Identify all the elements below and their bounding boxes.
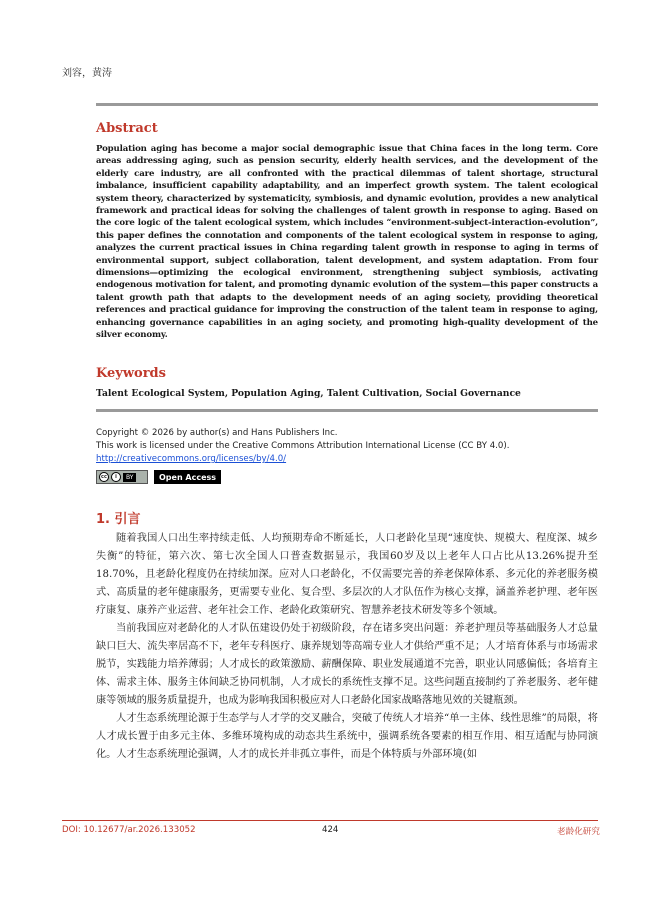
open-access-badge[interactable]: Open Access [154,470,221,484]
license-line: This work is licensed under the Creative Commons Attribution International License (CC BY 4.0). [96,441,510,451]
introduction-body [96,530,598,764]
keywords-heading: Keywords [96,366,166,381]
copyright-block [96,427,598,466]
keywords-body: Talent Ecological System, Population Aging, Talent Cultivation, Social Governance [96,388,521,399]
abstract-heading: Abstract [96,121,158,136]
paragraph: 当前我国应对老龄化的人才队伍建设仍处于初级阶段，存在诸多突出问题：养老护理员等基础服务人才总量缺口巨大、流失率居高不下，老年专科医疗、康养规划等高端专业人才供给严重不足；人才培育体系与市场需求脱节，实践能力培养薄弱；人才成长的政策激励、薪酬保障、职业发展通道不完善，职业认同感偏低；各培育主体、需求主体、服务主体间缺乏协同机制，人才成长的系统性支撑不足。这些问题直接制约了养老服务、老年健康等领域的服务质量提升，也成为影响我国积极应对人口老龄化国家战略落地见效的关键瓶颈。 [96,623,598,706]
license-link[interactable]: http://creativecommons.org/licenses/by/4.0/ [96,454,287,464]
paragraph: 人才生态系统理论源于生态学与人才学的交叉融合，突破了传统人才培养“单一主体、线性思维”的局限，将人才成长置于由多元主体、多维环境构成的动态共生系统中，强调系统各要素的相互作用、相互适配与协同演化。人才生态系统理论强调，人才的成长并非孤立事件，而是个体特质与外部环境(如 [96,713,598,760]
top-divider [96,103,598,106]
paragraph: 随着我国人口出生率持续走低、人均预期寿命不断延长，人口老龄化呈现“速度快、规模大、程度深、城乡失衡”的特征，第六次、第七次全国人口普查数据显示，我国60岁及以上老年人口占比从13.26%提升至18.70%，且老龄化程度仍在持续加深。应对人口老龄化，不仅需要完善的养老保障体系、多元化的养老服务模式、高质量的老年健康服务，更需要专业化、复合型、多层次的人才队伍作为核心支撑，涵盖养老护理、老年医疗康复、康养产业运营、老年社会工作、老龄化政策研究、智慧养老技术研发等多个领域。 [96,533,598,616]
section-heading-introduction: 1. 引言 [96,512,141,527]
running-header-authors: 刘容，黄涛 [62,68,112,79]
abstract-body: Population aging has become a major social demographic issue that China faces in the long term. Core areas addressing aging, such as pension security, elderly health services, and the development of the elderly care industry, are all confronted with the practical dilemmas of talent shortage, structural imbalance, insufficient capability adaptability, and an imperfect growth system. The talent ecological system theory, characterized by systematicity, symbiosis, and dynamic evolution, provides a new analytical framework and practical ideas for solving the challenges of talent growth in response to aging. Based on the core logic of the talent ecological system, which includes “environment-subject-interaction-evolution”, this paper defines the connotation and components of the talent ecological system in response to aging, analyzes the current practical issues in China regarding talent growth in response to aging in terms of environmental support, subject collaboration, talent development, and system adaptation. From four dimensions—optimizing the ecological environment, strengthening subject symbiosis, activating endogenous motivation for talent, and promoting dynamic evolution of the system—this paper constructs a talent growth path that adapts to the development needs of an aging society, providing theoretical references and practical guidance for improving the construction of the talent team in response to aging, enhancing governance capabilities in an aging society, and promoting high-quality development of the silver economy. [96,144,598,341]
footer-journal-name: 老龄化研究 [557,827,600,837]
bottom-divider [96,409,598,412]
copyright-line: Copyright © 2026 by author(s) and Hans Publishers Inc. [96,428,338,438]
cc-icon: cc [99,472,109,482]
footer-divider [62,820,598,821]
cc-by-badge[interactable] [96,470,148,484]
cc-by-label: BY [123,473,136,482]
footer-page-number: 424 [322,825,339,835]
by-icon: i [111,472,121,482]
license-badges [96,470,221,484]
footer-doi: DOI: 10.12677/ar.2026.133052 [62,825,196,835]
